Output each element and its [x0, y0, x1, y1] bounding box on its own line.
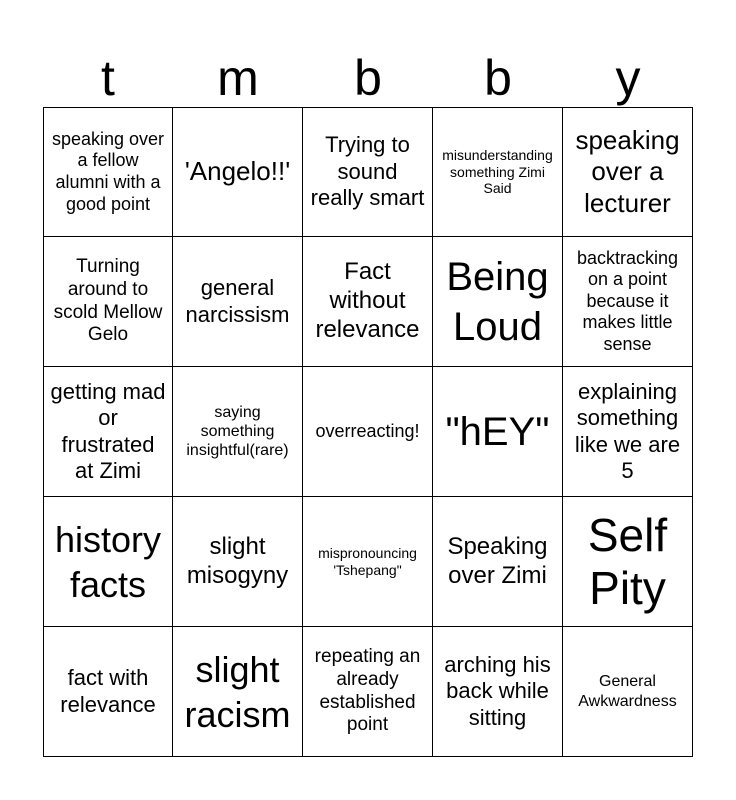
cell-text: slight racism [184, 648, 291, 735]
cell-text: repeating an already established point [314, 645, 421, 736]
bingo-cell[interactable] [43, 627, 173, 757]
bingo-cell[interactable] [433, 627, 563, 757]
cell-text: mispronouncing 'Tshepang" [318, 544, 417, 578]
bingo-cell[interactable] [43, 107, 173, 237]
bingo-cell[interactable] [43, 367, 173, 497]
bingo-header [43, 48, 693, 108]
bingo-cell[interactable] [43, 497, 173, 627]
cell-text: overreacting! [315, 420, 420, 441]
cell-text: Self Pity [587, 508, 668, 614]
bingo-cell[interactable] [563, 237, 693, 367]
cell-text: misunderstanding something Zimi Said [442, 146, 553, 197]
bingo-cell[interactable] [303, 497, 433, 627]
cell-text: "hEY" [445, 409, 550, 454]
header-letter: b [354, 50, 382, 106]
cell-text: getting mad or frustrated at Zimi [50, 378, 166, 483]
bingo-cell[interactable] [433, 107, 563, 237]
cell-text: Turning around to scold Mellow Gelo [53, 255, 163, 346]
bingo-cell[interactable] [173, 497, 303, 627]
cell-text: general narcissism [185, 275, 290, 327]
cell-text: arching his back while sitting [444, 651, 551, 730]
bingo-cell[interactable] [173, 237, 303, 367]
cell-text: General Awkwardness [578, 673, 677, 710]
bingo-cell[interactable] [563, 107, 693, 237]
cell-text: saying something insightful(rare) [186, 403, 289, 460]
cell-text: slight misogyny [186, 532, 289, 589]
cell-text: speaking over a fellow alumni with a good point [51, 128, 165, 214]
cell-text: 'Angelo!!' [184, 156, 291, 187]
cell-text: fact with relevance [60, 665, 156, 717]
bingo-cell[interactable] [43, 237, 173, 367]
cell-text: history facts [54, 518, 162, 605]
bingo-cell[interactable] [433, 497, 563, 627]
cell-text: speaking over a lecturer [575, 125, 680, 218]
cell-text: Fact without relevance [315, 258, 420, 343]
cell-text: Trying to sound really smart [310, 132, 425, 211]
header-letter: m [217, 50, 259, 106]
bingo-cell[interactable] [563, 497, 693, 627]
cell-text: explaining something like we are 5 [574, 378, 681, 483]
bingo-cell[interactable] [173, 107, 303, 237]
bingo-cell[interactable] [433, 367, 563, 497]
bingo-cell[interactable] [303, 627, 433, 757]
bingo-board [43, 107, 693, 757]
bingo-cell[interactable] [303, 367, 433, 497]
bingo-cell[interactable] [433, 237, 563, 367]
bingo-cell[interactable] [303, 237, 433, 367]
header-letter: y [615, 50, 641, 106]
bingo-cell[interactable] [563, 627, 693, 757]
bingo-cell[interactable] [563, 367, 693, 497]
header-letter: b [484, 50, 512, 106]
cell-text: Speaking over Zimi [447, 532, 548, 589]
bingo-cell[interactable] [173, 627, 303, 757]
cell-text: Being Loud [446, 254, 549, 349]
bingo-cell[interactable] [303, 107, 433, 237]
header-letter: t [101, 50, 115, 106]
cell-text: backtracking on a point because it makes little sense [576, 247, 679, 354]
bingo-cell[interactable] [173, 367, 303, 497]
